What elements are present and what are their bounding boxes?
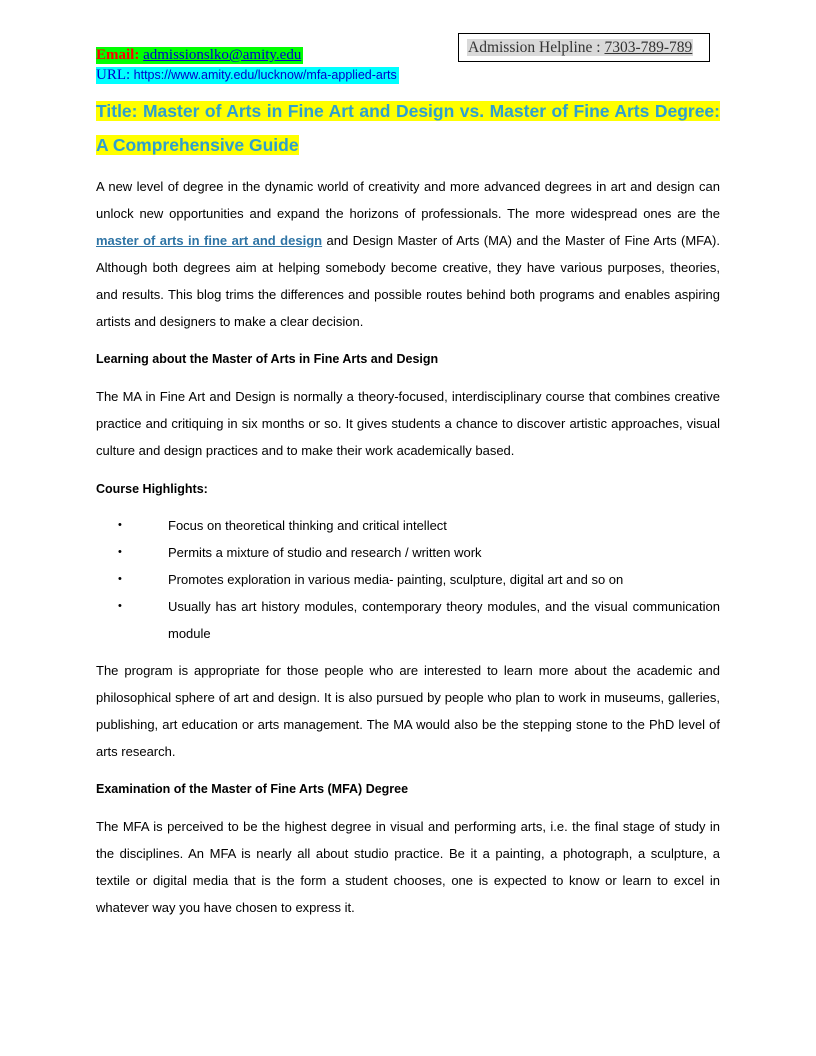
bullet-icon: • [118,546,122,558]
intro-paragraph [96,173,720,335]
section1-heading: Learning about the Master of Arts in Fine Arts and Design [96,352,439,366]
list-item-text: Focus on theoretical thinking and critical intellect [168,518,447,533]
helpline-label: Admission Helpline : [468,39,605,56]
intro-text-start: A new level of degree in the dynamic world of creativity and more advanced degrees in art and design can unlock new opportunities and expand the horizons of professionals. The more widespread ones are the [96,179,720,221]
page-title [96,94,720,162]
admission-helpline-box [458,33,710,62]
section2-paragraph: The MFA is perceived to be the highest degree in visual and performing arts, i.e. the final stage of study in the disciplines. An MFA is nearly all about studio practice. Be it a painting, a photograph, a sculpture, a textile or digital media that is the form a student chooses, one is expected to know or learn to excel in whatever way you have chosen to express it. [96,819,720,915]
page-title-text: Title: Master of Arts in Fine Art and Design vs. Master of Fine Arts Degree: A Comprehensive Guide [96,101,720,155]
email-line [96,47,303,64]
helpline-number[interactable]: 7303-789-789 [604,39,693,56]
intro-text-end: and Design Master of Arts (MA) and the Master of Fine Arts (MFA). Although both degrees aim at helping somebody become creative, they have various purposes, theories, and results. This blog trims the differences and possible routes behind both programs and enables aspiring artists and designers to make a clear decision. [96,233,720,329]
admission-helpline [467,39,693,56]
bullet-icon: • [118,573,122,585]
url-label: URL: [96,67,131,83]
section2-heading: Examination of the Master of Fine Arts (MFA) Degree [96,782,409,796]
list-item [96,512,720,539]
program-paragraph: The program is appropriate for those people who are interested to learn more about the academic and philosophical sphere of art and design. It is also pursued by people who plan to work in museums, galleries, publishing, art education or arts management. The MA would also be the stepping stone to the PhD level of arts research. [96,663,720,759]
bullet-icon: • [118,519,122,531]
list-item-text: Permits a mixture of studio and research / written work [168,545,482,560]
course-highlights-heading: Course Highlights: [96,482,208,496]
url-line [96,67,399,84]
list-item-text: Usually has art history modules, contemporary theory modules, and the visual communication module [168,599,720,641]
ma-fine-art-design-link[interactable]: master of arts in fine art and design [96,233,323,248]
course-highlights-list [96,512,720,647]
email-link[interactable]: admissionslko@amity.edu [143,47,302,63]
email-label: Email: [96,47,140,63]
url-link[interactable]: https://www.amity.edu/lucknow/mfa-applied-arts [133,68,397,82]
section1-paragraph: The MA in Fine Art and Design is normally a theory-focused, interdisciplinary course that combines creative practice and critiquing in six months or so. It gives students a chance to discover artistic approaches, visual culture and design practices and to make their work academically based. [96,389,720,458]
list-item [96,539,720,566]
bullet-icon: • [118,600,122,612]
list-item [96,593,720,647]
list-item [96,566,720,593]
list-item-text: Promotes exploration in various media- painting, sculpture, digital art and so on [168,572,624,587]
